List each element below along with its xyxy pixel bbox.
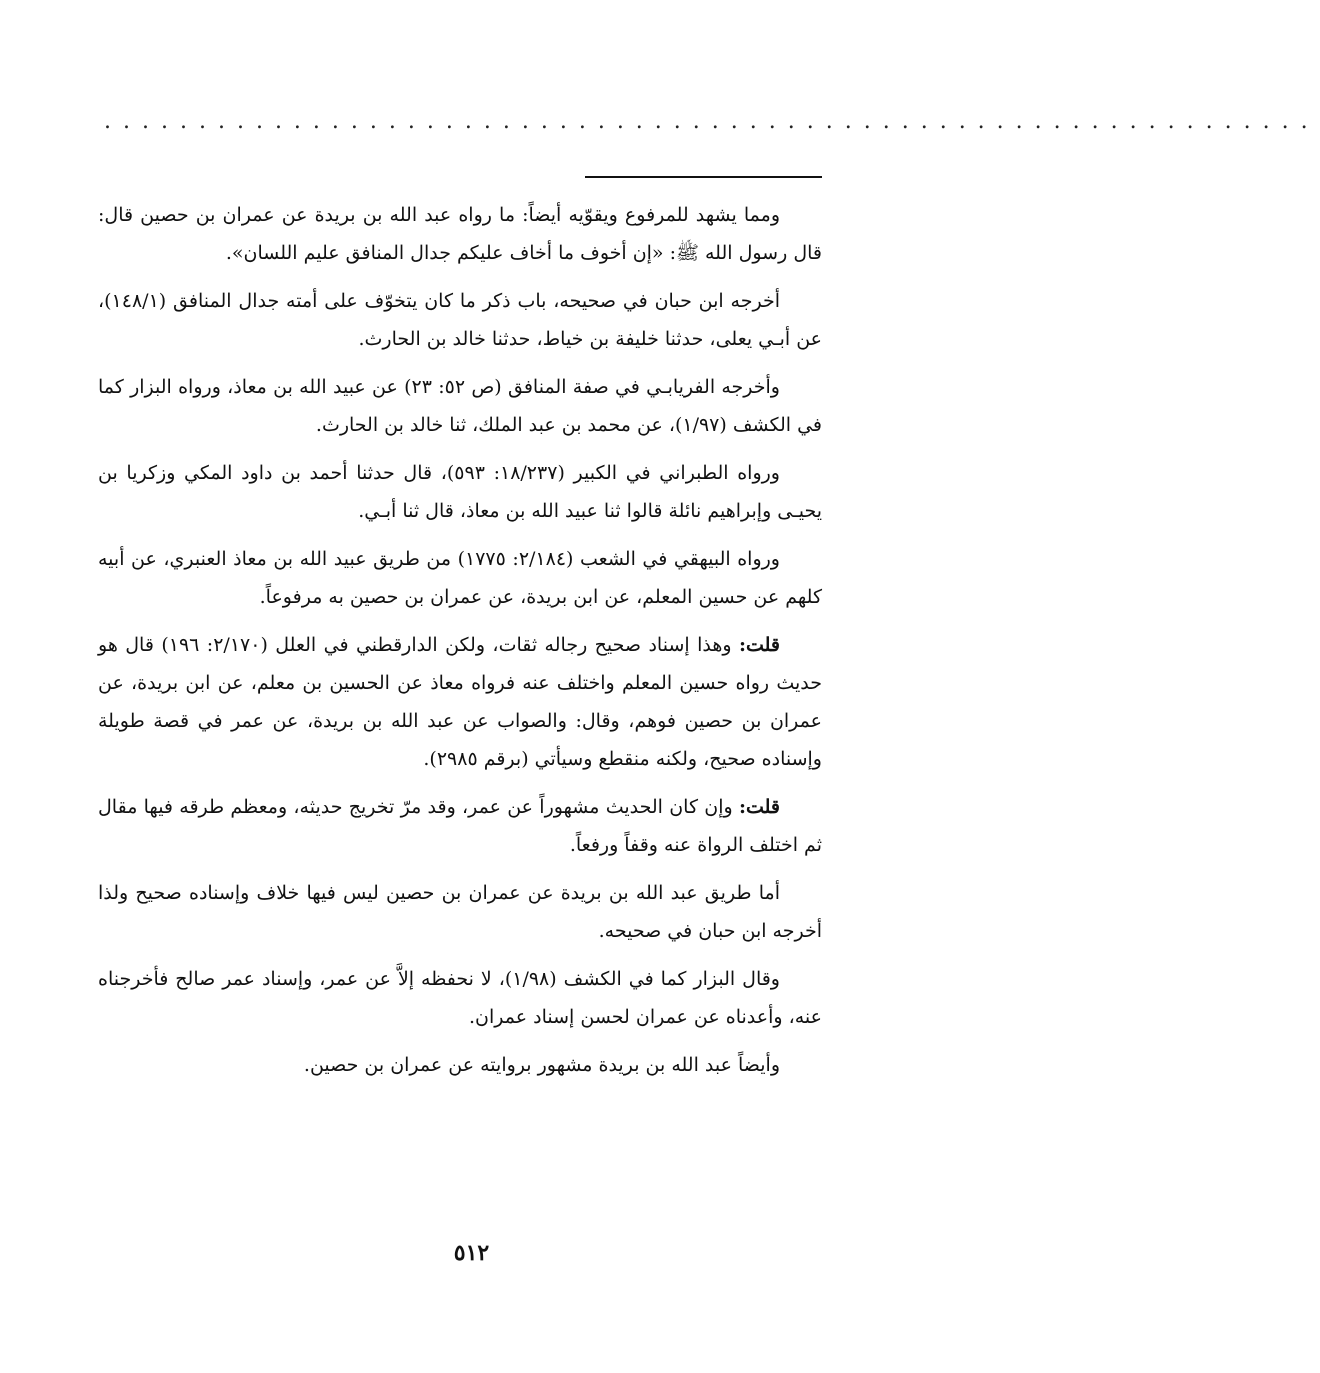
page-number: ٥١٢ (453, 1240, 490, 1266)
paragraph-9 (98, 960, 822, 1036)
paragraph-10 (98, 1046, 822, 1084)
paragraph-5 (98, 540, 822, 616)
paragraph-2 (98, 282, 822, 358)
paragraph-4 (98, 454, 822, 530)
footnote-body (98, 196, 822, 1094)
paragraph-3 (98, 368, 822, 444)
paragraph-text: وإن كان الحديث مشهوراً عن عمر، وقد مرّ تخريج حديثه، ومعظم طرقه فيها مقال ثم اختلف الرواة عنه وقفاً ورفعاً. (98, 796, 822, 856)
paragraph-text: ورواه الطبراني في الكبير (١٨/٢٣٧: ٥٩٣)، قال حدثنا أحمد بن داود المكي وزكريا بن يحيـى وإبراهيم نائلة قالوا ثنا عبيد الله بن معاذ، قال ثنا أبـي. (98, 462, 822, 522)
paragraph-6 (98, 626, 822, 778)
footnote-rule (585, 176, 822, 178)
paragraph-8 (98, 874, 822, 950)
paragraph-text: ومما يشهد للمرفوع ويقوّيه أيضاً: ما رواه عبد الله بن بريدة عن عمران بن حصين قال: قال رسول الله ﷺ: «إن أخوف ما أخاف عليكم جدال المنافق عليم اللسان». (98, 204, 822, 264)
paragraph-text: وقال البزار كما في الكشف (١/٩٨)، لا نحفظه إلاَّ عن عمر، وإسناد عمر صالح فأخرجناه عنه، وأعدناه عن عمران لحسن إسناد عمران. (98, 968, 822, 1028)
dotted-separator: ................................................................ (104, 109, 1320, 134)
paragraph-text: أخرجه ابن حبان في صحيحه، باب ذكر ما كان يتخوّف على أمته جدال المنافق (١٤٨/١)، عن أبـي يعلى، حدثنا خليفة بن خياط، حدثنا خالد بن الحارث. (98, 290, 822, 350)
paragraph-text: ورواه البيهقي في الشعب (٢/١٨٤: ١٧٧٥) من طريق عبيد الله بن معاذ العنبري، عن أبيه كلهم عن حسين المعلم، عن ابن بريدة، عن عمران بن حصين به مرفوعاً. (98, 548, 822, 608)
paragraph-1 (98, 196, 822, 272)
paragraph-lead: قلت: (738, 634, 780, 656)
paragraph-text: وأخرجه الفريابـي في صفة المنافق (ص ٥٢: ٢٣) عن عبيد الله بن معاذ، ورواه البزار كما في الكشف (١/٩٧)، عن محمد بن عبد الملك، ثنا خالد بن الحارث. (98, 376, 822, 436)
paragraph-text: وأيضاً عبد الله بن بريدة مشهور بروايته عن عمران بن حصين. (303, 1054, 780, 1076)
paragraph-7 (98, 788, 822, 864)
paragraph-text: أما طريق عبد الله بن بريدة عن عمران بن حصين ليس فيها خلاف وإسناده صحيح ولذا أخرجه ابن حبان في صحيحه. (98, 882, 822, 942)
paragraph-lead: قلت: (738, 796, 780, 818)
paragraph-text: وهذا إسناد صحيح رجاله ثقات، ولكن الدارقطني في العلل (٢/١٧٠: ١٩٦) قال هو حديث رواه حسين المعلم واختلف عنه فرواه معاذ عن الحسين بن معلم، عن ابن بريدة، عن عمران بن حصين فوهم، وقال: والصواب عن عبد الله بن بريدة، عن عمر في قصة طويلة وإسناده صحيح، ولكنه منقطع وسيأتي (برقم ٢٩٨٥). (98, 634, 822, 770)
